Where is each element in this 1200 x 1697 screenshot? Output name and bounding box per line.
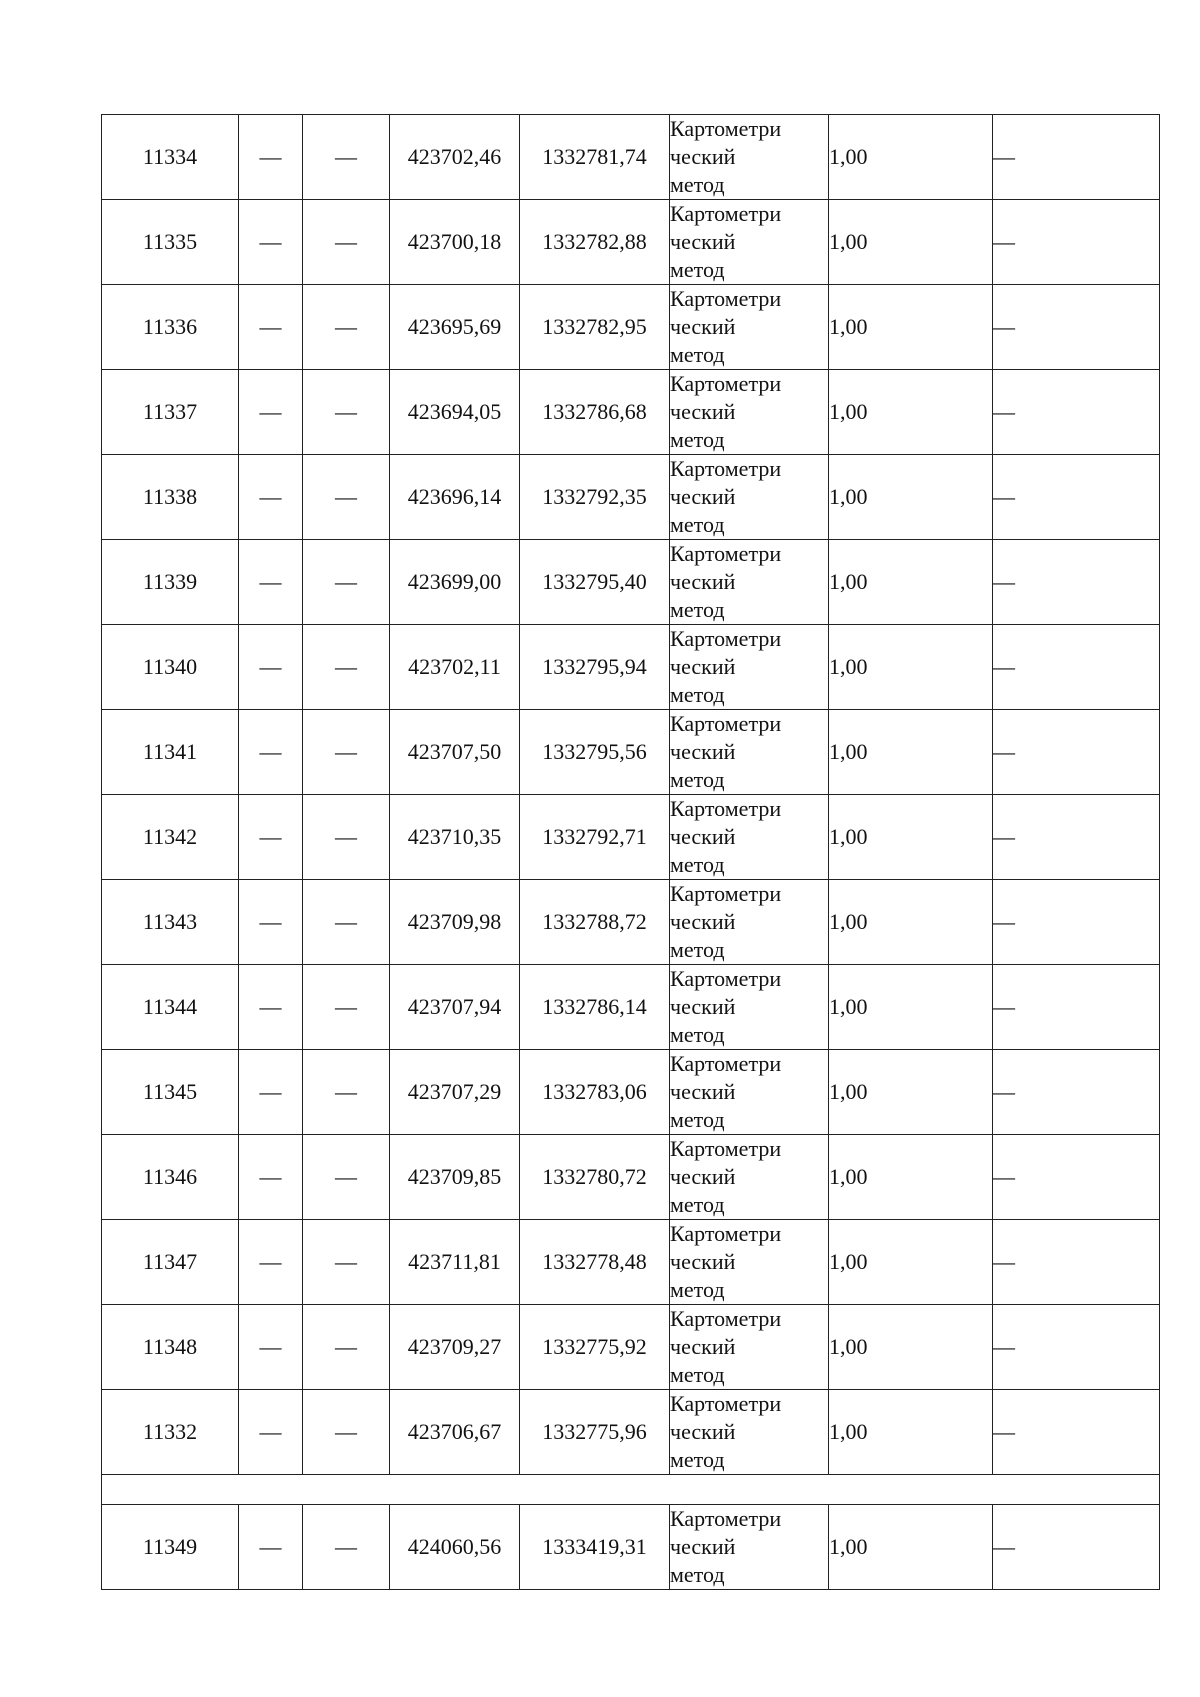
method-line: Картометри — [670, 711, 782, 736]
empty-value-cell: — — [239, 370, 303, 455]
x-coordinate-cell: 423700,18 — [390, 200, 520, 285]
method-line: ческий — [670, 909, 736, 934]
empty-value-cell: — — [993, 1390, 1160, 1475]
table-row — [102, 455, 1160, 540]
method-line: Картометри — [670, 1306, 782, 1331]
empty-value-cell: — — [993, 115, 1160, 200]
table-row — [102, 1135, 1160, 1220]
empty-value-cell: — — [993, 965, 1160, 1050]
method-line: Картометри — [670, 1221, 782, 1246]
method-line: метод — [670, 1447, 725, 1472]
x-coordinate-cell: 423710,35 — [390, 795, 520, 880]
method-cell — [670, 1135, 829, 1220]
point-number-cell: 11346 — [102, 1135, 239, 1220]
x-coordinate-cell: 423699,00 — [390, 540, 520, 625]
empty-value-cell: — — [239, 1220, 303, 1305]
x-coordinate-cell: 423695,69 — [390, 285, 520, 370]
method-line: метод — [670, 512, 725, 537]
empty-value-cell: — — [993, 540, 1160, 625]
table-row — [102, 880, 1160, 965]
method-cell — [670, 795, 829, 880]
empty-value-cell: — — [993, 710, 1160, 795]
method-cell — [670, 1505, 829, 1590]
method-line: метод — [670, 257, 725, 282]
method-line: ческий — [670, 1079, 736, 1104]
empty-value-cell: — — [239, 1505, 303, 1590]
table-row — [102, 115, 1160, 200]
y-coordinate-cell: 1332781,74 — [520, 115, 670, 200]
empty-value-cell: — — [303, 455, 390, 540]
empty-value-cell: — — [993, 1135, 1160, 1220]
method-line: ческий — [670, 739, 736, 764]
point-number-cell: 11339 — [102, 540, 239, 625]
x-coordinate-cell: 424060,56 — [390, 1505, 520, 1590]
empty-value-cell: — — [303, 880, 390, 965]
table-body — [102, 115, 1160, 1590]
x-coordinate-cell: 423696,14 — [390, 455, 520, 540]
x-coordinate-cell: 423707,29 — [390, 1050, 520, 1135]
method-line: Картометри — [670, 1051, 782, 1076]
empty-value-cell: — — [239, 965, 303, 1050]
method-line: ческий — [670, 1334, 736, 1359]
table-row — [102, 370, 1160, 455]
method-line: ческий — [670, 144, 736, 169]
table-row — [102, 795, 1160, 880]
method-line: ческий — [670, 1419, 736, 1444]
method-line: ческий — [670, 1534, 736, 1559]
method-line: Картометри — [670, 966, 782, 991]
point-number-cell: 11335 — [102, 200, 239, 285]
y-coordinate-cell: 1332775,92 — [520, 1305, 670, 1390]
method-line: метод — [670, 342, 725, 367]
empty-value-cell: — — [303, 965, 390, 1050]
point-number-cell: 11334 — [102, 115, 239, 200]
point-number-cell: 11342 — [102, 795, 239, 880]
empty-value-cell: — — [993, 1305, 1160, 1390]
empty-value-cell: — — [239, 540, 303, 625]
table-row — [102, 1050, 1160, 1135]
point-number-cell: 11332 — [102, 1390, 239, 1475]
method-line: метод — [670, 1562, 725, 1587]
empty-value-cell: — — [993, 1505, 1160, 1590]
method-line: Картометри — [670, 456, 782, 481]
empty-value-cell: — — [239, 625, 303, 710]
point-number-cell: 11347 — [102, 1220, 239, 1305]
x-coordinate-cell: 423702,11 — [390, 625, 520, 710]
method-line: Картометри — [670, 626, 782, 651]
point-number-cell: 11345 — [102, 1050, 239, 1135]
point-number-cell: 11348 — [102, 1305, 239, 1390]
method-line: Картометри — [670, 116, 782, 141]
x-coordinate-cell: 423694,05 — [390, 370, 520, 455]
accuracy-cell: 1,00 — [829, 880, 993, 965]
point-number-cell: 11337 — [102, 370, 239, 455]
accuracy-cell: 1,00 — [829, 455, 993, 540]
method-cell — [670, 200, 829, 285]
empty-value-cell: — — [239, 285, 303, 370]
method-cell — [670, 710, 829, 795]
accuracy-cell: 1,00 — [829, 710, 993, 795]
method-line: метод — [670, 597, 725, 622]
empty-value-cell: — — [303, 1305, 390, 1390]
method-line: Картометри — [670, 1136, 782, 1161]
table-row — [102, 1220, 1160, 1305]
x-coordinate-cell: 423702,46 — [390, 115, 520, 200]
empty-value-cell: — — [993, 880, 1160, 965]
method-cell — [670, 1050, 829, 1135]
method-line: ческий — [670, 314, 736, 339]
point-number-cell: 11343 — [102, 880, 239, 965]
empty-value-cell: — — [303, 710, 390, 795]
accuracy-cell: 1,00 — [829, 795, 993, 880]
x-coordinate-cell: 423706,67 — [390, 1390, 520, 1475]
y-coordinate-cell: 1332786,14 — [520, 965, 670, 1050]
method-cell — [670, 965, 829, 1050]
separator-row — [102, 1475, 1160, 1505]
point-number-cell: 11349 — [102, 1505, 239, 1590]
table-row — [102, 965, 1160, 1050]
table-row — [102, 710, 1160, 795]
method-cell — [670, 1305, 829, 1390]
method-cell — [670, 115, 829, 200]
x-coordinate-cell: 423709,98 — [390, 880, 520, 965]
method-line: метод — [670, 1107, 725, 1132]
y-coordinate-cell: 1332788,72 — [520, 880, 670, 965]
method-line: метод — [670, 427, 725, 452]
method-line: метод — [670, 1362, 725, 1387]
method-cell — [670, 1220, 829, 1305]
table-row — [102, 625, 1160, 710]
empty-value-cell: — — [303, 285, 390, 370]
accuracy-cell: 1,00 — [829, 370, 993, 455]
method-line: Картометри — [670, 541, 782, 566]
method-line: ческий — [670, 1164, 736, 1189]
accuracy-cell: 1,00 — [829, 1220, 993, 1305]
method-line: Картометри — [670, 286, 782, 311]
y-coordinate-cell: 1332795,94 — [520, 625, 670, 710]
method-line: ческий — [670, 399, 736, 424]
accuracy-cell: 1,00 — [829, 115, 993, 200]
empty-value-cell: — — [303, 1135, 390, 1220]
empty-value-cell: — — [993, 625, 1160, 710]
method-line: ческий — [670, 824, 736, 849]
method-line: ческий — [670, 569, 736, 594]
table-row — [102, 1390, 1160, 1475]
method-line: Картометри — [670, 1391, 782, 1416]
empty-value-cell: — — [239, 710, 303, 795]
table-row — [102, 540, 1160, 625]
method-line: ческий — [670, 994, 736, 1019]
method-line: метод — [670, 172, 725, 197]
point-number-cell: 11344 — [102, 965, 239, 1050]
coordinates-table — [101, 114, 1160, 1590]
empty-value-cell: — — [993, 370, 1160, 455]
accuracy-cell: 1,00 — [829, 1390, 993, 1475]
empty-value-cell: — — [303, 1220, 390, 1305]
empty-value-cell: — — [303, 370, 390, 455]
empty-value-cell: — — [303, 540, 390, 625]
empty-value-cell: — — [303, 1050, 390, 1135]
empty-value-cell: — — [993, 795, 1160, 880]
method-cell — [670, 540, 829, 625]
empty-value-cell: — — [993, 1220, 1160, 1305]
method-line: Картометри — [670, 796, 782, 821]
method-line: ческий — [670, 229, 736, 254]
method-line: Картометри — [670, 881, 782, 906]
empty-value-cell: — — [303, 1505, 390, 1590]
empty-value-cell: — — [303, 1390, 390, 1475]
method-cell — [670, 285, 829, 370]
empty-value-cell: — — [303, 115, 390, 200]
table-row — [102, 1305, 1160, 1390]
point-number-cell: 11338 — [102, 455, 239, 540]
accuracy-cell: 1,00 — [829, 1135, 993, 1220]
empty-value-cell: — — [993, 1050, 1160, 1135]
method-line: Картометри — [670, 1506, 782, 1531]
accuracy-cell: 1,00 — [829, 200, 993, 285]
empty-value-cell: — — [303, 625, 390, 710]
method-line: метод — [670, 937, 725, 962]
method-line: ческий — [670, 654, 736, 679]
method-line: Картометри — [670, 371, 782, 396]
method-line: метод — [670, 767, 725, 792]
separator-cell — [102, 1475, 1160, 1505]
empty-value-cell: — — [239, 200, 303, 285]
y-coordinate-cell: 1332782,88 — [520, 200, 670, 285]
empty-value-cell: — — [993, 200, 1160, 285]
accuracy-cell: 1,00 — [829, 1050, 993, 1135]
table-row — [102, 200, 1160, 285]
accuracy-cell: 1,00 — [829, 285, 993, 370]
table-row — [102, 285, 1160, 370]
y-coordinate-cell: 1332795,40 — [520, 540, 670, 625]
method-line: Картометри — [670, 201, 782, 226]
method-line: метод — [670, 852, 725, 877]
x-coordinate-cell: 423707,94 — [390, 965, 520, 1050]
empty-value-cell: — — [303, 200, 390, 285]
empty-value-cell: — — [239, 1135, 303, 1220]
accuracy-cell: 1,00 — [829, 1305, 993, 1390]
empty-value-cell: — — [239, 795, 303, 880]
empty-value-cell: — — [239, 880, 303, 965]
empty-value-cell: — — [303, 795, 390, 880]
y-coordinate-cell: 1332792,71 — [520, 795, 670, 880]
empty-value-cell: — — [239, 1390, 303, 1475]
empty-value-cell: — — [993, 285, 1160, 370]
y-coordinate-cell: 1332782,95 — [520, 285, 670, 370]
method-cell — [670, 880, 829, 965]
method-cell — [670, 370, 829, 455]
accuracy-cell: 1,00 — [829, 1505, 993, 1590]
y-coordinate-cell: 1332795,56 — [520, 710, 670, 795]
y-coordinate-cell: 1332778,48 — [520, 1220, 670, 1305]
y-coordinate-cell: 1332775,96 — [520, 1390, 670, 1475]
y-coordinate-cell: 1333419,31 — [520, 1505, 670, 1590]
empty-value-cell: — — [239, 1050, 303, 1135]
method-cell — [670, 625, 829, 710]
empty-value-cell: — — [239, 455, 303, 540]
accuracy-cell: 1,00 — [829, 625, 993, 710]
x-coordinate-cell: 423709,85 — [390, 1135, 520, 1220]
y-coordinate-cell: 1332783,06 — [520, 1050, 670, 1135]
empty-value-cell: — — [239, 1305, 303, 1390]
empty-value-cell: — — [239, 115, 303, 200]
method-line: метод — [670, 1192, 725, 1217]
method-line: ческий — [670, 484, 736, 509]
y-coordinate-cell: 1332786,68 — [520, 370, 670, 455]
point-number-cell: 11341 — [102, 710, 239, 795]
x-coordinate-cell: 423707,50 — [390, 710, 520, 795]
method-cell — [670, 1390, 829, 1475]
method-line: метод — [670, 1277, 725, 1302]
point-number-cell: 11336 — [102, 285, 239, 370]
y-coordinate-cell: 1332792,35 — [520, 455, 670, 540]
method-line: ческий — [670, 1249, 736, 1274]
method-line: метод — [670, 1022, 725, 1047]
method-line: метод — [670, 682, 725, 707]
x-coordinate-cell: 423711,81 — [390, 1220, 520, 1305]
x-coordinate-cell: 423709,27 — [390, 1305, 520, 1390]
method-cell — [670, 455, 829, 540]
table-row — [102, 1505, 1160, 1590]
y-coordinate-cell: 1332780,72 — [520, 1135, 670, 1220]
accuracy-cell: 1,00 — [829, 965, 993, 1050]
accuracy-cell: 1,00 — [829, 540, 993, 625]
empty-value-cell: — — [993, 455, 1160, 540]
point-number-cell: 11340 — [102, 625, 239, 710]
